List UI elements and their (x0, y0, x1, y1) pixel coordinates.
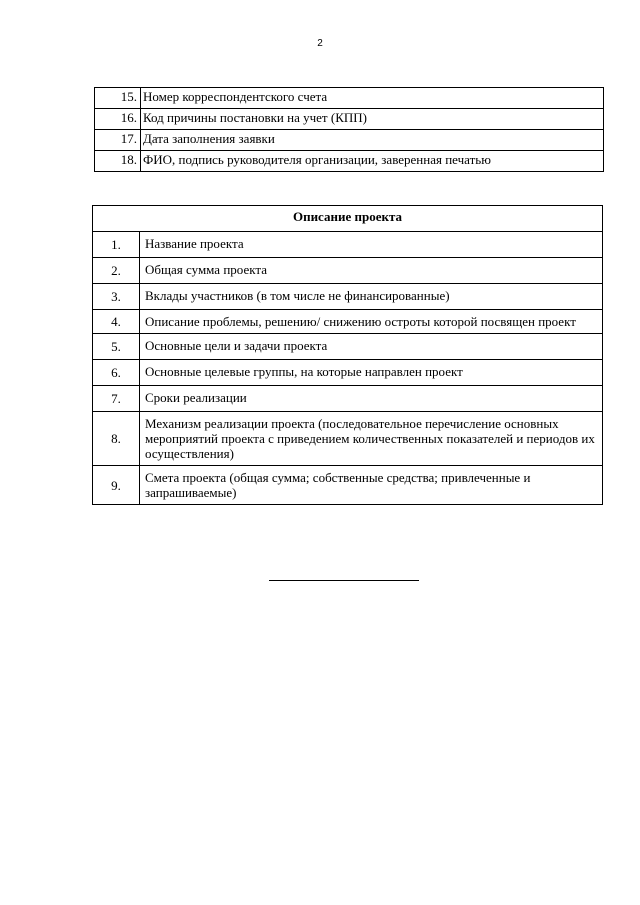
row-number: 2. (93, 258, 140, 284)
table-row (93, 412, 603, 466)
table-title: Описание проекта (93, 206, 603, 232)
table-row (93, 334, 603, 360)
row-text: ФИО, подпись руководителя организации, заверенная печатью (141, 151, 604, 172)
table-row (95, 151, 604, 172)
row-text: Общая сумма проекта (140, 258, 603, 284)
table-row (93, 386, 603, 412)
row-text: Основные целевые группы, на которые направлен проект (140, 360, 603, 386)
table-row (95, 109, 604, 130)
row-number: 15. (95, 88, 141, 109)
row-number: 17. (95, 130, 141, 151)
page-number: 2 (317, 38, 323, 49)
row-text: Вклады участников (в том числе не финансированные) (140, 284, 603, 310)
table-row (95, 130, 604, 151)
table-row (93, 284, 603, 310)
row-number: 3. (93, 284, 140, 310)
row-number: 5. (93, 334, 140, 360)
row-number: 4. (93, 310, 140, 334)
table-row (93, 310, 603, 334)
row-number: 6. (93, 360, 140, 386)
row-number: 18. (95, 151, 141, 172)
row-text: Сроки реализации (140, 386, 603, 412)
table-row (93, 232, 603, 258)
row-text: Описание проблемы, решению/ снижению остроты которой посвящен проект (140, 310, 603, 334)
table-row (93, 466, 603, 505)
table-row (95, 88, 604, 109)
row-text: Название проекта (140, 232, 603, 258)
row-number: 8. (93, 412, 140, 466)
row-text: Основные цели и задачи проекта (140, 334, 603, 360)
row-text: Механизм реализации проекта (последовательное перечисление основных мероприятий проекта с приведением количественных показателей и периодов их осуществления) (140, 412, 603, 466)
row-text: Дата заполнения заявки (141, 130, 604, 151)
table-row (93, 360, 603, 386)
row-text: Код причины постановки на учет (КПП) (141, 109, 604, 130)
table-row (93, 258, 603, 284)
row-number: 16. (95, 109, 141, 130)
row-number: 7. (93, 386, 140, 412)
row-number: 9. (93, 466, 140, 505)
contact-details-table (94, 87, 604, 172)
project-description-table (92, 205, 603, 505)
row-text: Номер корреспондентского счета (141, 88, 604, 109)
row-number: 1. (93, 232, 140, 258)
footer-divider (269, 580, 419, 581)
table-header-row (93, 206, 603, 232)
row-text: Смета проекта (общая сумма; собственные средства; привлеченные и запрашиваемые) (140, 466, 603, 505)
